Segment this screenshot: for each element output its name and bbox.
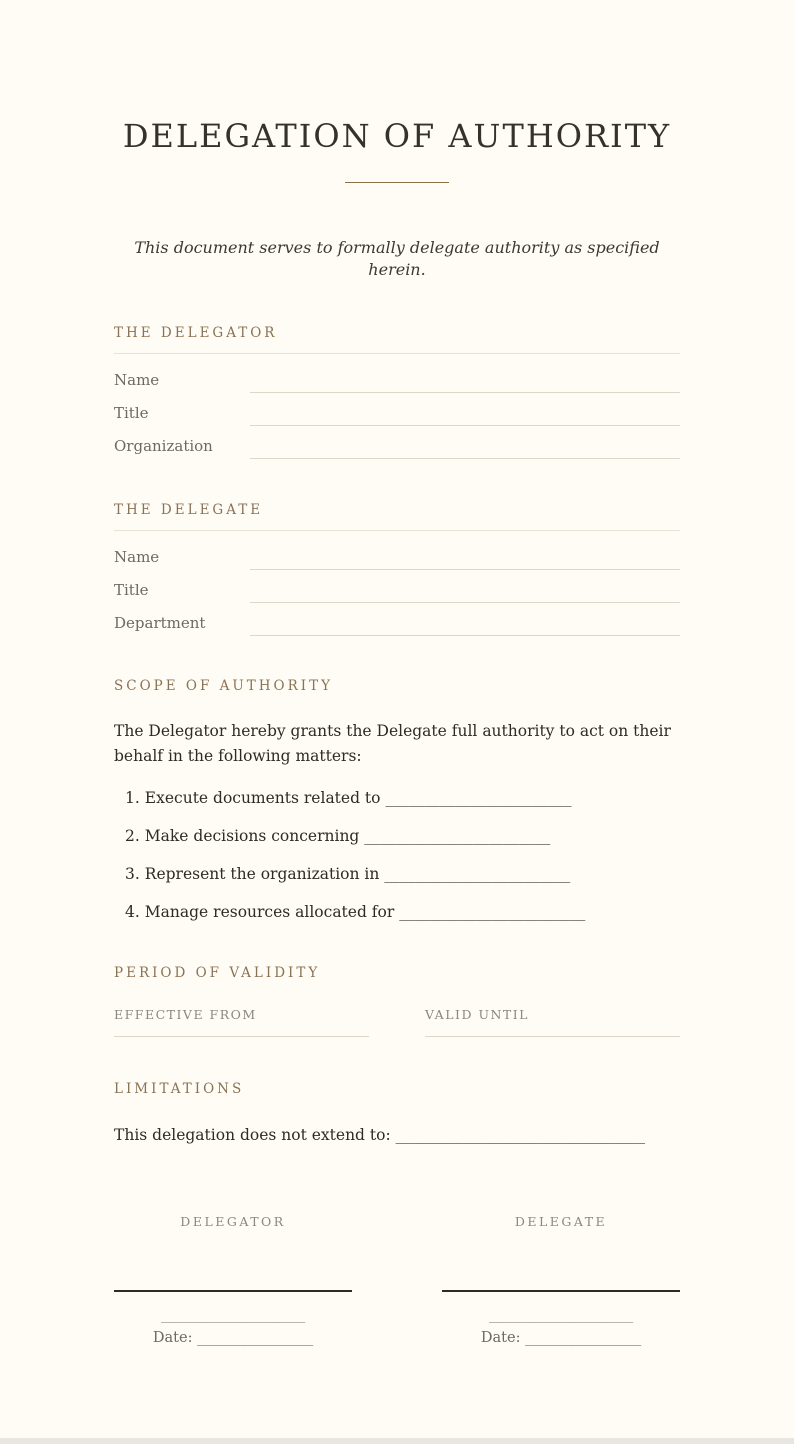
delegator-date-label: Date: ________________	[152, 1330, 314, 1346]
item-text: Make decisions concerning	[144, 827, 360, 845]
scope-item-2	[114, 826, 680, 847]
field-label: Organization	[114, 437, 213, 455]
section-rule	[114, 353, 680, 354]
field-row-delegate-title	[114, 570, 680, 603]
document	[114, 0, 680, 1348]
limitations-blank: _________________________________	[395, 1126, 645, 1144]
delegator-role-label: DELEGATOR	[180, 1214, 286, 1229]
item-text: Represent the organization in	[144, 865, 380, 883]
section-scope-of-authority	[114, 678, 680, 923]
signature-block	[114, 1214, 680, 1348]
item-blank: ________________________	[399, 903, 586, 921]
delegate-fields	[114, 537, 680, 636]
field-row-delegate-department	[114, 603, 680, 636]
item-text: Manage resources allocated for	[144, 903, 395, 921]
delegate-section-heading: THE DELEGATE	[114, 502, 264, 518]
window-bottom-edge	[0, 1438, 794, 1444]
field-blank-line[interactable]	[250, 536, 680, 570]
section-delegator	[114, 325, 680, 459]
item-number: 4.	[125, 903, 140, 921]
delegate-signature-line	[442, 1289, 680, 1292]
scope-section-heading: SCOPE OF AUTHORITY	[114, 678, 333, 694]
validity-section-heading: PERIOD OF VALIDITY	[114, 965, 321, 981]
page-title: DELEGATION OF AUTHORITY	[122, 117, 672, 155]
section-limitations	[114, 1081, 680, 1146]
item-number: 3.	[125, 865, 140, 883]
section-period-of-validity	[114, 965, 680, 1037]
item-number: 2.	[125, 827, 140, 845]
item-blank: ________________________	[364, 827, 551, 845]
field-blank-line[interactable]	[250, 425, 680, 459]
field-label: Department	[114, 614, 206, 632]
scope-list	[114, 788, 680, 923]
scope-item-1	[114, 788, 680, 809]
delegate-date-label: Date: ________________	[480, 1330, 642, 1346]
field-blank-line[interactable]	[250, 359, 680, 393]
delegator-fields	[114, 360, 680, 459]
delegator-section-heading: THE DELEGATOR	[114, 325, 278, 341]
field-blank-line[interactable]	[250, 602, 680, 636]
delegator-signature-line	[114, 1289, 352, 1292]
delegator-signature-column	[114, 1214, 352, 1348]
delegate-name-blank-line: ____________________	[488, 1305, 633, 1323]
field-row-delegator-organization	[114, 426, 680, 459]
scope-item-3	[114, 864, 680, 885]
title-divider	[345, 182, 449, 183]
section-rule	[114, 530, 680, 531]
field-label: Name	[114, 548, 160, 566]
valid-until-label: VALID UNTIL	[425, 1007, 529, 1022]
limitations-section-heading: LIMITATIONS	[114, 1081, 245, 1097]
field-row-delegate-name	[114, 537, 680, 570]
valid-until-column	[425, 1007, 680, 1037]
scope-item-4	[114, 902, 680, 923]
delegate-role-label: DELEGATE	[514, 1214, 608, 1229]
scope-intro-paragraph: The Delegator hereby grants the Delegate full authority to act on their behalf in the following matters:	[114, 722, 671, 765]
field-label: Title	[114, 581, 149, 599]
field-blank-line[interactable]	[250, 392, 680, 426]
field-label: Name	[114, 371, 160, 389]
limitations-text	[114, 1124, 680, 1146]
validity-columns	[114, 1007, 680, 1037]
effective-from-blank-line[interactable]	[114, 1035, 369, 1037]
limitations-label: This delegation does not extend to:	[114, 1126, 391, 1144]
field-row-delegator-name	[114, 360, 680, 393]
item-text: Execute documents related to	[144, 789, 381, 807]
field-label: Title	[114, 404, 149, 422]
effective-from-column	[114, 1007, 369, 1037]
effective-from-label: EFFECTIVE FROM	[114, 1007, 257, 1022]
item-blank: ________________________	[385, 789, 572, 807]
item-number: 1.	[125, 789, 140, 807]
document-subtitle: This document serves to formally delegate authority as specified herein.	[134, 238, 660, 279]
field-row-delegator-title	[114, 393, 680, 426]
delegator-name-blank-line: ____________________	[160, 1305, 305, 1323]
valid-until-blank-line[interactable]	[425, 1035, 680, 1037]
item-blank: ________________________	[384, 865, 571, 883]
delegate-signature-column	[442, 1214, 680, 1348]
section-delegate	[114, 502, 680, 636]
field-blank-line[interactable]	[250, 569, 680, 603]
